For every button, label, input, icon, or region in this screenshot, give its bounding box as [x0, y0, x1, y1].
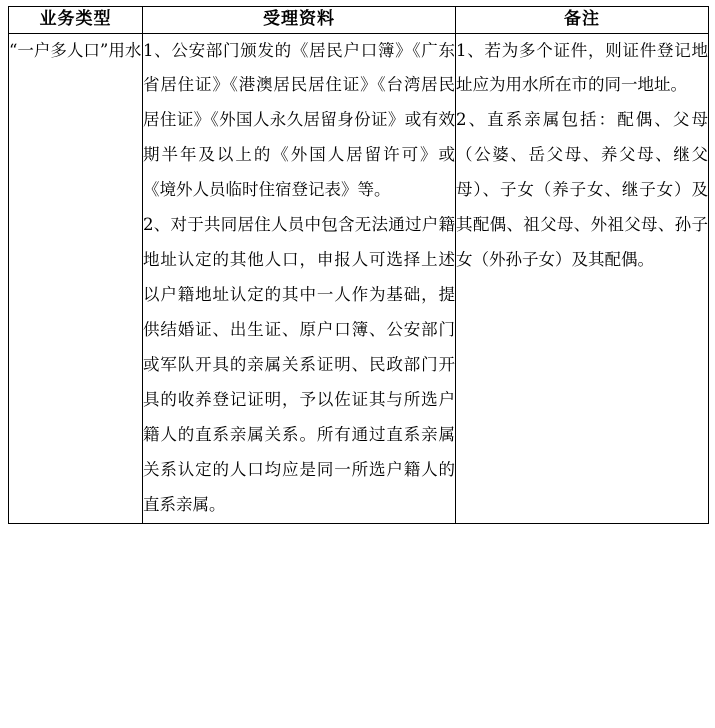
business-type-text: “一户多人口”用水 — [9, 40, 142, 60]
materials-paragraph-1: 1、公安部门颁发的《居民户口簿》《广东省居住证》《港澳居民居住证》《台湾居民居住证》《外国人永久居留身份证》或有效期半年及以上的《外国人居留许可》或《境外人员临时住宿登记表》等。 — [143, 40, 455, 200]
table-header-row — [9, 7, 709, 34]
table-row — [9, 33, 709, 524]
cell-business-type — [9, 33, 143, 524]
table-header — [9, 7, 709, 34]
requirements-table — [8, 6, 709, 524]
column-header-business-type: 业务类型 — [9, 7, 143, 34]
remarks-paragraph-2: 2、直系亲属包括：配偶、父母（公婆、岳父母、养父母、继父母）、子女（养子女、继子女）及其配偶、祖父母、外祖父母、孙子女（外孙子女）及其配偶。 — [456, 110, 708, 270]
column-header-accepted-materials: 受理资料 — [143, 7, 456, 34]
cell-remarks — [456, 33, 709, 524]
cell-accepted-materials — [143, 33, 456, 524]
remarks-paragraph-1: 1、若为多个证件，则证件登记地址应为用水所在市的同一地址。 — [456, 40, 708, 95]
column-header-remarks: 备注 — [456, 7, 709, 34]
materials-paragraph-2: 2、对于共同居住人员中包含无法通过户籍地址认定的其他人口，申报人可选择上述以户籍地址认定的其中一人作为基础，提供结婚证、出生证、原户口簿、公安部门或军队开具的亲属关系证明、民政部门开具的收养登记证明，予以佐证其与所选户籍人的直系亲属关系。所有通过直系亲属关系认定的人口均应是同一所选户籍人的直系亲属。 — [143, 215, 455, 515]
table-body — [9, 33, 709, 524]
